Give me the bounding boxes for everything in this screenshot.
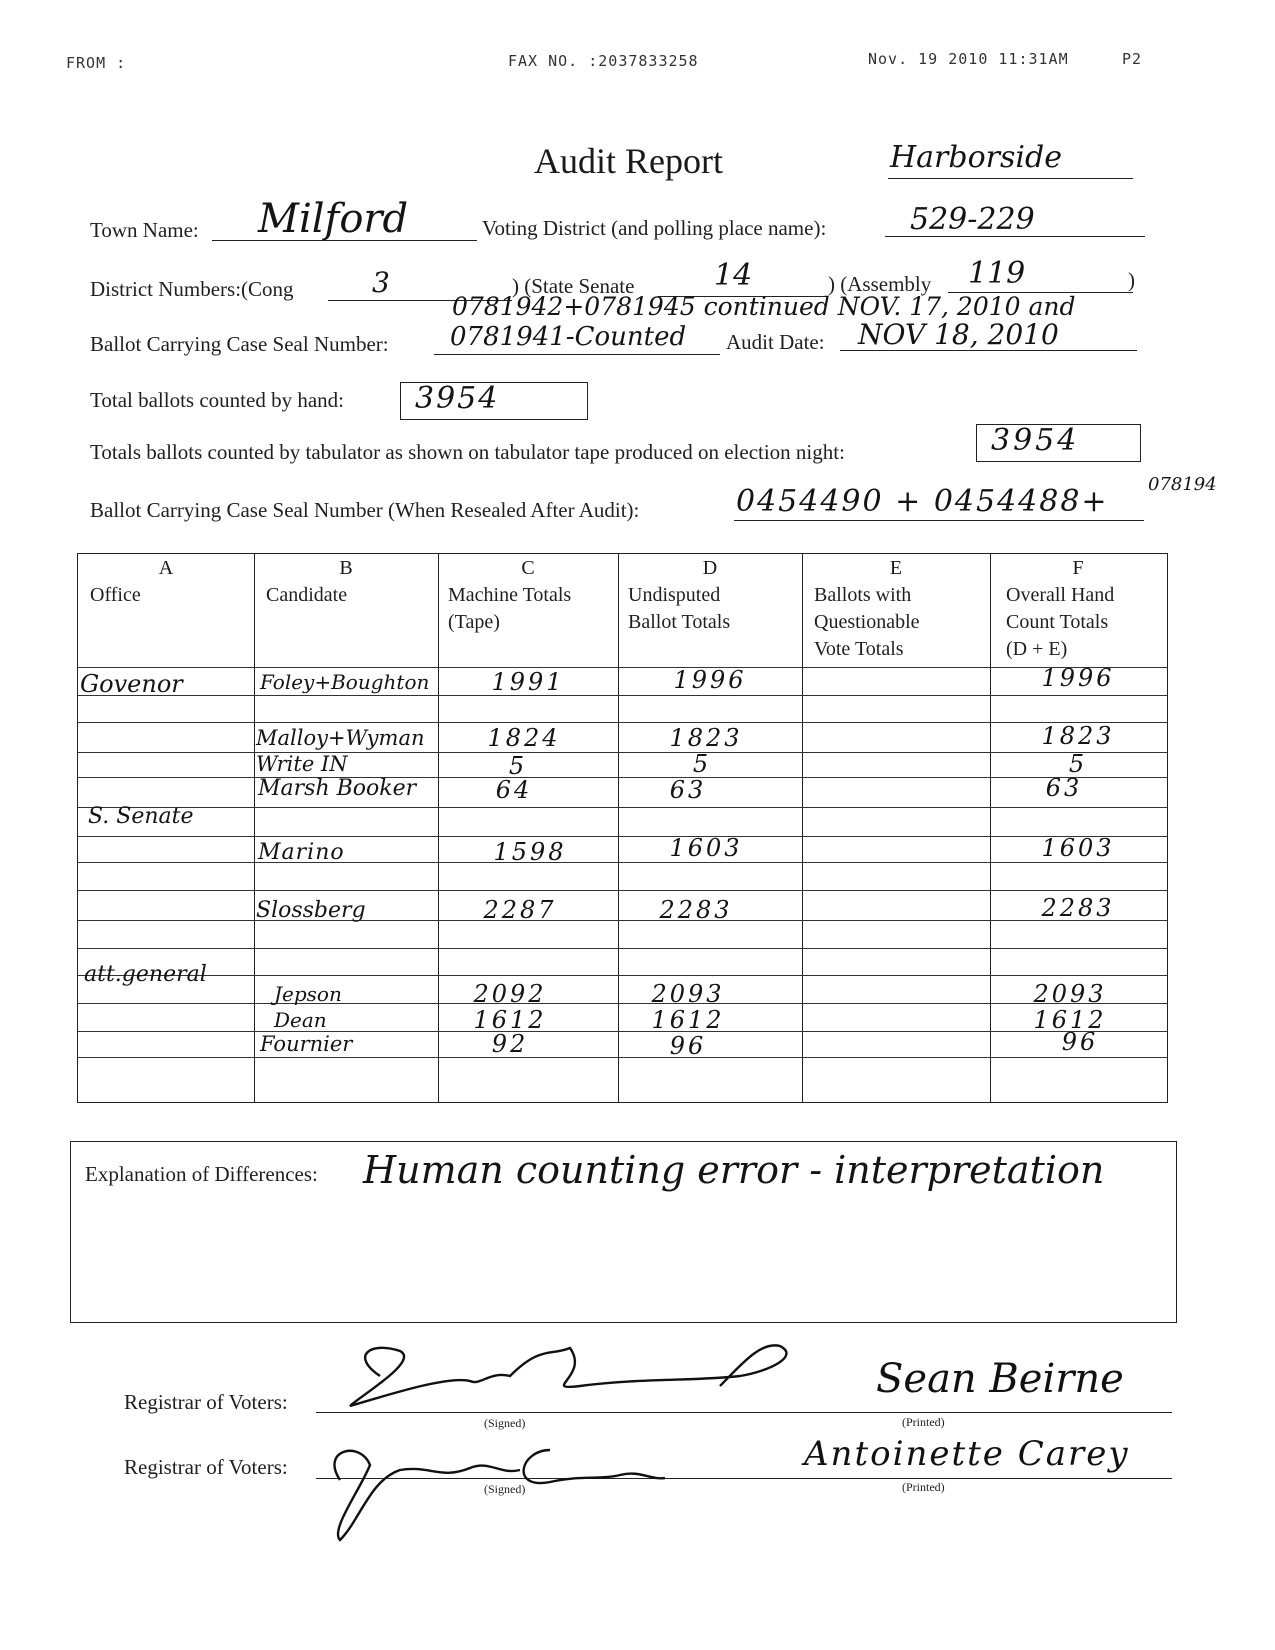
hand-total-cell: 63 (1045, 774, 1083, 802)
cong-value: 3 (372, 266, 390, 299)
hand-total-cell: 2283 (1041, 894, 1115, 922)
row-line (78, 807, 1167, 808)
hand-total-cell: 96 (1061, 1028, 1099, 1056)
header-hand-count: Overall Hand Count Totals (D + E) (1006, 584, 1115, 660)
undisputed-cell: 96 (669, 1032, 707, 1060)
office-governor: Govenor (80, 670, 183, 698)
candidate-cell: Write IN (256, 752, 348, 776)
registrar-1-printed-caption: (Printed) (902, 1415, 945, 1429)
seal-number-label: Ballot Carrying Case Seal Number: (90, 332, 389, 356)
explanation-value: Human counting error - interpretation (363, 1148, 1105, 1192)
candidate-cell: Marsh Booker (258, 776, 417, 801)
state-senate-value: 14 (714, 258, 753, 293)
col-letter-d: D (702, 557, 718, 579)
machine-total-cell: 2287 (483, 896, 557, 924)
explanation-box (70, 1141, 1177, 1323)
polling-place-note: Harborside (890, 140, 1062, 175)
undisputed-cell: 1823 (669, 724, 743, 752)
town-name-label: Town Name: (90, 218, 199, 242)
machine-total-cell: 1612 (473, 1006, 547, 1034)
header-questionable: Ballots with Questionable Vote Totals (814, 584, 920, 660)
registrar-1-printed-name: Sean Beirne (876, 1356, 1124, 1402)
candidate-cell: Dean (274, 1008, 327, 1032)
hand-total-cell: 2093 (1033, 980, 1107, 1008)
seal-continuation-note: 0781942+0781945 continued NOV. 17, 2010 and (452, 292, 1076, 321)
undisputed-cell: 2093 (651, 980, 725, 1008)
tabulator-count-label: Totals ballots counted by tabulator as shown on tabulator tape produced on election night: (90, 440, 845, 464)
reseal-line (734, 520, 1144, 521)
col-letter-c: C (521, 557, 535, 579)
district-numbers-label: District Numbers:(Cong (90, 277, 294, 301)
reseal-value: 0454490 + 0454488+ (736, 484, 1109, 519)
audit-date-label: Audit Date: (726, 330, 825, 354)
candidate-cell: Foley+Boughton (260, 670, 430, 694)
undisputed-cell: 5 (692, 750, 712, 778)
audit-date-value: NOV 18, 2010 (858, 318, 1059, 351)
registrar-2-signed-caption: (Signed) (484, 1482, 526, 1496)
registrar-2-printed-caption: (Printed) (902, 1480, 945, 1494)
registrar-1-signed-caption: (Signed) (484, 1416, 526, 1430)
hand-total-cell: 1996 (1041, 664, 1115, 692)
tabulator-count-value: 3954 (991, 423, 1080, 458)
undisputed-cell: 63 (669, 776, 707, 804)
tabulator-count-box (976, 424, 1141, 462)
hand-count-value: 3954 (415, 381, 500, 416)
town-name-value: Milford (258, 196, 409, 242)
seal-number-value: 0781941-Counted (450, 322, 687, 352)
col-divider (254, 554, 255, 1102)
seal-number-line (434, 354, 720, 355)
page-title: Audit Report (534, 141, 723, 181)
col-divider (802, 554, 803, 1102)
machine-total-cell: 92 (491, 1030, 529, 1058)
polling-place-underline (888, 178, 1133, 179)
row-line (78, 948, 1167, 949)
hand-count-label: Total ballots counted by hand: (90, 388, 344, 412)
assembly-value: 119 (968, 256, 1026, 291)
office-attorney-general: att.general (84, 962, 207, 987)
explanation-label: Explanation of Differences: (85, 1162, 318, 1186)
fax-number: FAX NO. :2037833258 (508, 52, 699, 70)
registrar-2-printed-name: Antoinette Carey (804, 1434, 1130, 1474)
office-state-senate: S. Senate (88, 804, 194, 829)
voting-district-label: Voting District (and polling place name): (482, 216, 827, 240)
col-letter-f: F (1072, 557, 1084, 579)
undisputed-cell: 1603 (669, 834, 743, 862)
fax-page: P2 (1122, 50, 1143, 68)
header-office: Office (90, 584, 141, 606)
hand-total-cell: 1603 (1041, 834, 1115, 862)
hand-total-cell: 5 (1068, 750, 1088, 778)
hand-count-box (400, 382, 588, 420)
assembly-close: ) (1128, 268, 1135, 292)
registrar-1-signature (340, 1336, 820, 1416)
machine-total-cell: 5 (508, 752, 528, 780)
machine-total-cell: 1991 (491, 668, 565, 696)
header-machine-totals: Machine Totals (Tape) (448, 584, 572, 633)
col-letter-e: E (889, 557, 903, 579)
candidate-cell: Fournier (260, 1032, 353, 1056)
row-line (78, 975, 1167, 976)
undisputed-cell: 2283 (659, 896, 733, 924)
machine-total-cell: 64 (495, 776, 533, 804)
fax-from: FROM : (66, 54, 127, 72)
hand-total-cell: 1612 (1033, 1006, 1107, 1034)
header-undisputed: Undisputed Ballot Totals (628, 584, 731, 633)
row-line (78, 695, 1167, 696)
col-letter-b: B (339, 557, 353, 579)
header-candidate: Candidate (266, 584, 348, 606)
candidate-cell: Marino (258, 840, 345, 865)
undisputed-cell: 1612 (651, 1006, 725, 1034)
row-line (78, 890, 1167, 891)
machine-total-cell: 1598 (493, 838, 567, 866)
registrar-1-label: Registrar of Voters: (124, 1390, 288, 1414)
reseal-extra: 078194 (1148, 474, 1217, 495)
hand-total-cell: 1823 (1041, 722, 1115, 750)
candidate-cell: Jepson (274, 982, 342, 1006)
candidate-cell: Slossberg (256, 898, 366, 923)
candidate-cell: Malloy+Wyman (256, 726, 425, 750)
assembly-label: ) (Assembly (828, 272, 932, 296)
voting-district-value: 529-229 (910, 202, 1035, 237)
machine-total-cell: 1824 (487, 724, 561, 752)
machine-total-cell: 2092 (473, 980, 547, 1008)
row-line (78, 862, 1167, 863)
state-senate-label: ) (State Senate (512, 274, 635, 298)
col-letter-a: A (158, 557, 174, 579)
reseal-label: Ballot Carrying Case Seal Number (When Resealed After Audit): (90, 498, 640, 522)
results-table (77, 553, 1168, 1103)
undisputed-cell: 1996 (673, 666, 747, 694)
registrar-2-label: Registrar of Voters: (124, 1455, 288, 1479)
fax-timestamp: Nov. 19 2010 11:31AM (868, 50, 1069, 68)
